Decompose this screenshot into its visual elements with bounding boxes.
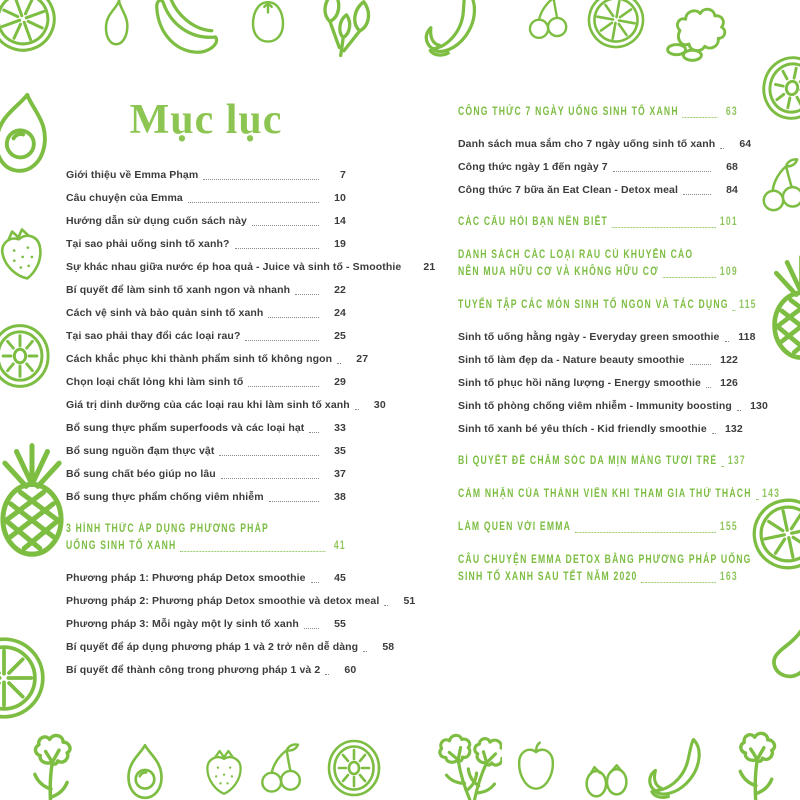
toc-entry-right-10 bbox=[458, 399, 768, 414]
toc-label: Bí quyết để áp dụng phương pháp 1 và 2 trở nên dễ dàng bbox=[66, 641, 359, 653]
page-number: 60 bbox=[344, 664, 357, 676]
right-toc-list bbox=[458, 104, 781, 586]
toc-label: Bí quyết để thành công trong phương pháp 1 và 2 bbox=[66, 664, 321, 676]
toc-label: NÊN MUA HỮU CƠ VÀ KHÔNG HỮU CƠ bbox=[458, 266, 659, 278]
toc-section-right-4 bbox=[458, 214, 738, 231]
page-number: 25 bbox=[334, 330, 346, 342]
dot-leader bbox=[219, 455, 319, 456]
dot-leader bbox=[268, 317, 319, 318]
toc-label: SINH TỐ XANH SAU TẾT NĂM 2020 bbox=[458, 571, 638, 583]
toc-section-right-0 bbox=[458, 104, 738, 121]
page-number: 126 bbox=[720, 377, 738, 389]
page-number: 37 bbox=[334, 468, 346, 480]
page-number: 29 bbox=[334, 376, 346, 388]
toc-label: Tại sao phải uống sinh tố xanh? bbox=[66, 238, 230, 250]
page-number: 64 bbox=[739, 138, 752, 150]
page-number: 68 bbox=[726, 161, 738, 173]
toc-label: Danh sách mua sắm cho 7 ngày uống sinh tố xanh bbox=[458, 138, 716, 150]
dot-leader bbox=[269, 501, 319, 502]
toc-label: Giá trị dinh dưỡng của các loại rau khi làm sinh tố xanh bbox=[66, 399, 350, 411]
toc-entry-left-6 bbox=[66, 306, 346, 321]
page-number: 19 bbox=[334, 238, 346, 250]
toc-label: 3 HÌNH THỨC ÁP DỤNG PHƯƠNG PHÁP bbox=[66, 523, 269, 535]
page-number: 132 bbox=[724, 423, 743, 435]
dot-leader bbox=[295, 294, 319, 295]
page-number: 38 bbox=[334, 491, 346, 503]
toc-entry-right-1 bbox=[458, 137, 752, 152]
toc-entry-left-18 bbox=[66, 617, 346, 632]
toc-label: CÂU CHUYỆN EMMA DETOX BẰNG PHƯƠNG PHÁP UỐNG bbox=[458, 554, 752, 566]
figs-icon bbox=[576, 744, 638, 800]
toc-label: Công thức ngày 1 đến ngày 7 bbox=[458, 161, 608, 173]
dot-leader bbox=[732, 310, 735, 311]
page-number: 115 bbox=[739, 299, 757, 311]
toc-entry-right-3 bbox=[458, 183, 738, 198]
kale-icon bbox=[714, 728, 798, 800]
left-column bbox=[66, 88, 436, 686]
toc-entry-left-1 bbox=[66, 191, 346, 206]
toc-label: Sinh tố làm đẹp da - Nature beauty smoothie bbox=[458, 354, 685, 366]
dot-leader bbox=[725, 341, 729, 342]
guava-icon bbox=[238, 0, 298, 50]
toc-entry-left-19 bbox=[66, 640, 395, 655]
kiwi-slice-icon bbox=[0, 320, 56, 392]
spinach-icon bbox=[299, 0, 392, 71]
dot-leader bbox=[304, 628, 319, 629]
page-number: 35 bbox=[334, 445, 346, 457]
right-column bbox=[458, 88, 781, 602]
dot-leader bbox=[663, 277, 717, 278]
kale-icon bbox=[8, 730, 94, 800]
toc-entry-left-9 bbox=[66, 375, 346, 390]
banana-peel-icon bbox=[640, 730, 716, 800]
page-number: 143 bbox=[762, 488, 781, 500]
toc-entry-left-2 bbox=[66, 214, 346, 229]
toc-entry-right-8 bbox=[458, 353, 738, 368]
page-number: 163 bbox=[719, 571, 738, 583]
toc-entry-left-3 bbox=[66, 237, 346, 252]
dot-leader bbox=[203, 179, 319, 180]
toc-section-right-15 bbox=[458, 552, 752, 586]
page-number: 7 bbox=[340, 169, 346, 181]
dot-leader bbox=[721, 466, 724, 467]
toc-label: DANH SÁCH CÁC LOẠI RAU CỦ KHUYẾN CÁO bbox=[458, 249, 694, 261]
toc-label: Bổ sung thực phẩm superfoods và các loại hạt bbox=[66, 422, 305, 434]
page-title: Mục lục bbox=[129, 97, 283, 143]
toc-label: Phương pháp 3: Mỗi ngày một ly sinh tố xanh bbox=[66, 618, 299, 630]
dot-leader bbox=[245, 340, 319, 341]
toc-label: Cách khắc phục khi thành phẩm sinh tố không ngon bbox=[66, 353, 333, 365]
page-number: 55 bbox=[334, 618, 346, 630]
page-number: 84 bbox=[726, 184, 738, 196]
lime-slice-icon bbox=[0, 632, 50, 724]
ginger-icon bbox=[662, 0, 734, 62]
cherries-icon bbox=[520, 0, 578, 46]
dot-leader bbox=[683, 117, 718, 118]
pineapple-icon bbox=[0, 436, 94, 560]
toc-section-right-13 bbox=[458, 486, 781, 503]
toc-label: CÔNG THỨC 7 NGÀY UỐNG SINH TỐ XANH bbox=[458, 106, 679, 118]
toc-label: Bổ sung thực phẩm chống viêm nhiễm bbox=[66, 491, 264, 503]
toc-entry-left-14 bbox=[66, 490, 346, 505]
page-number: 63 bbox=[725, 106, 738, 118]
pear-icon bbox=[84, 0, 149, 54]
toc-label: Sinh tố phòng chống viêm nhiễm - Immunity boosting bbox=[458, 400, 732, 412]
kiwi-slice-icon bbox=[749, 45, 800, 130]
dot-leader bbox=[683, 194, 711, 195]
toc-entry-left-7 bbox=[66, 329, 346, 344]
cherries-icon bbox=[749, 153, 800, 220]
page-number: 155 bbox=[719, 521, 738, 533]
page-number: 118 bbox=[738, 331, 756, 343]
pineapple-icon bbox=[744, 248, 800, 363]
toc-label: CẢM NHẬN CỦA THÀNH VIÊN KHI THAM GIA THỬ THÁCH bbox=[458, 488, 752, 500]
toc-label: Bí quyết để làm sinh tố xanh ngon và nhanh bbox=[66, 284, 291, 296]
toc-entry-right-2 bbox=[458, 160, 738, 175]
dot-leader bbox=[612, 227, 716, 228]
toc-entry-left-8 bbox=[66, 352, 369, 367]
dot-leader bbox=[384, 605, 388, 606]
dot-leader bbox=[720, 148, 724, 149]
dot-leader bbox=[690, 364, 711, 365]
left-toc-list bbox=[66, 168, 436, 678]
page-number: 22 bbox=[334, 284, 346, 296]
cherries-icon bbox=[252, 740, 312, 800]
dot-leader bbox=[737, 410, 741, 411]
banana-peel-icon bbox=[409, 0, 499, 67]
toc-entry-right-11 bbox=[458, 422, 743, 437]
dot-leader bbox=[337, 363, 341, 364]
toc-label: CÁC CÂU HỎI BẠN NÊN BIẾT bbox=[458, 216, 609, 228]
page-number: 14 bbox=[334, 215, 346, 227]
toc-entry-left-10 bbox=[66, 398, 386, 413]
toc-label: Sinh tố xanh bé yêu thích - Kid friendly smoothie bbox=[458, 423, 707, 435]
page-number: 33 bbox=[334, 422, 346, 434]
avocado-icon bbox=[112, 738, 178, 800]
dot-leader bbox=[235, 248, 319, 249]
page-number: 137 bbox=[727, 455, 746, 467]
toc-entry-right-9 bbox=[458, 376, 738, 391]
toc-label: Giới thiệu về Emma Phạm bbox=[66, 169, 199, 181]
eggplant-icon bbox=[750, 598, 800, 690]
page-number: 30 bbox=[373, 399, 386, 411]
dot-leader bbox=[706, 387, 711, 388]
avocado-icon bbox=[0, 78, 76, 186]
toc-entry-left-20 bbox=[66, 663, 357, 678]
dot-leader bbox=[248, 386, 319, 387]
dot-leader bbox=[641, 582, 716, 583]
page-number: 122 bbox=[720, 354, 738, 366]
strawberry-icon bbox=[196, 744, 252, 800]
dot-leader bbox=[575, 532, 716, 533]
toc-entry-left-16 bbox=[66, 571, 346, 586]
toc-label: Cách vệ sinh và bảo quản sinh tố xanh bbox=[66, 307, 264, 319]
toc-label: Sinh tố uống hằng ngày - Everyday green smoothie bbox=[458, 331, 720, 343]
page-number: 10 bbox=[334, 192, 346, 204]
dot-leader bbox=[363, 651, 367, 652]
toc-entry-left-12 bbox=[66, 444, 346, 459]
dot-leader bbox=[180, 551, 325, 552]
toc-section-right-5 bbox=[458, 247, 738, 281]
lime-slice-icon bbox=[579, 0, 653, 57]
dot-leader bbox=[613, 171, 711, 172]
dot-leader bbox=[188, 202, 319, 203]
toc-label: Hướng dẫn sử dụng cuốn sách này bbox=[66, 215, 247, 227]
dot-leader bbox=[311, 582, 319, 583]
page-number: 41 bbox=[333, 540, 346, 552]
strawberry-icon bbox=[0, 216, 60, 292]
dot-leader bbox=[325, 674, 329, 675]
toc-label: Tại sao phải thay đổi các loại rau? bbox=[66, 330, 241, 342]
toc-section-left-15 bbox=[66, 521, 346, 555]
dot-leader bbox=[712, 433, 716, 434]
page-number: 27 bbox=[356, 353, 369, 365]
toc-label: Bổ sung chất béo giúp no lâu bbox=[66, 468, 216, 480]
toc-label: TUYỂN TẬP CÁC MÓN SINH TỐ NGON VÀ TÁC DỤNG bbox=[458, 299, 729, 311]
toc-label: Công thức 7 bữa ăn Eat Clean - Detox meal bbox=[458, 184, 679, 196]
toc-label: Chọn loại chất lỏng khi làm sinh tố bbox=[66, 376, 244, 388]
toc-section-right-6 bbox=[458, 297, 757, 314]
toc-label: Sinh tố phục hồi năng lượng - Energy smoothie bbox=[458, 377, 701, 389]
toc-entry-left-4 bbox=[66, 260, 436, 275]
dot-leader bbox=[221, 478, 319, 479]
toc-label: UỐNG SINH TỐ XANH bbox=[66, 540, 177, 552]
toc-entry-right-7 bbox=[458, 330, 756, 345]
dot-leader bbox=[252, 225, 319, 226]
page-number: 130 bbox=[750, 400, 768, 412]
toc-label: Câu chuyện của Emma bbox=[66, 192, 183, 204]
page-number: 101 bbox=[719, 216, 738, 228]
toc-section-right-12 bbox=[458, 453, 746, 470]
page-number: 51 bbox=[403, 595, 416, 607]
toc-label: Sự khác nhau giữa nước ép hoa quả - Juice và sinh tố - Smoothie bbox=[66, 261, 402, 273]
apple-icon bbox=[506, 738, 566, 798]
page-number: 109 bbox=[719, 266, 738, 278]
page-number: 21 bbox=[423, 261, 436, 273]
banana-icon bbox=[148, 0, 228, 62]
toc-section-right-14 bbox=[458, 519, 738, 536]
toc-entry-left-11 bbox=[66, 421, 346, 436]
toc-entry-left-5 bbox=[66, 283, 346, 298]
kiwi-slice-icon bbox=[322, 736, 386, 800]
toc-entry-left-13 bbox=[66, 467, 346, 482]
toc-label: Bổ sung nguồn đạm thực vật bbox=[66, 445, 215, 457]
dot-leader bbox=[355, 409, 359, 410]
toc-entry-left-0 bbox=[66, 168, 346, 183]
toc-label: Phương pháp 1: Phương pháp Detox smoothie bbox=[66, 572, 306, 584]
dot-leader bbox=[309, 432, 319, 433]
toc-label: LÀM QUEN VỚI EMMA bbox=[458, 521, 572, 533]
lime-slice-icon bbox=[0, 0, 70, 66]
toc-label: BÍ QUYẾT ĐỂ CHĂM SÓC DA MỊN MÀNG TƯƠI TRẺ bbox=[458, 455, 718, 467]
lettuce-icon bbox=[424, 730, 502, 800]
page-number: 45 bbox=[334, 572, 346, 584]
page-number: 58 bbox=[382, 641, 395, 653]
toc-label: Phương pháp 2: Phương pháp Detox smoothie và detox meal bbox=[66, 595, 380, 607]
page-number: 24 bbox=[334, 307, 346, 319]
toc-entry-left-17 bbox=[66, 594, 416, 609]
